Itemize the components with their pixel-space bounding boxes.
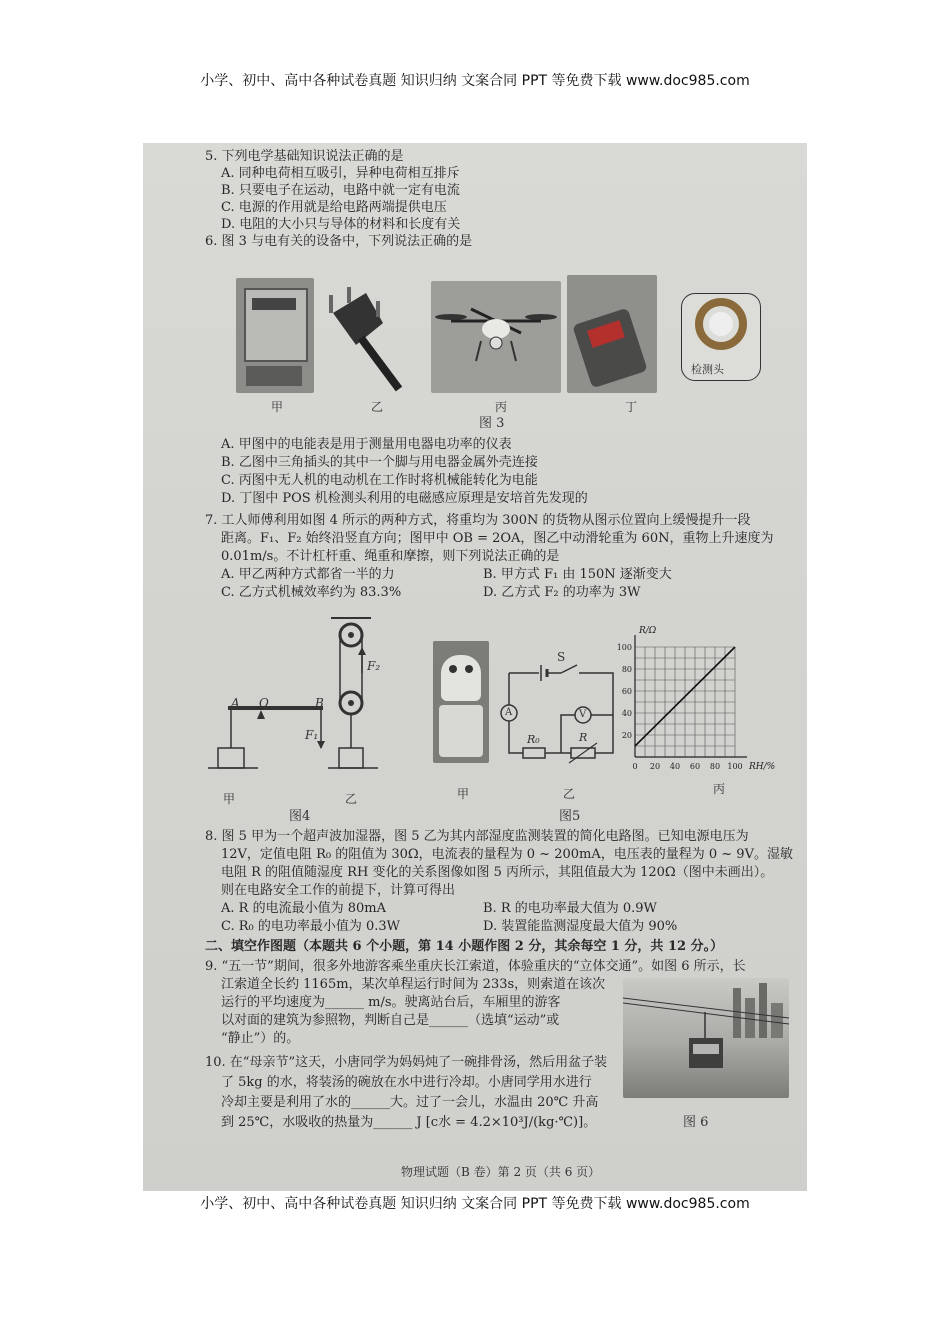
q5-stem: 5. 下列电学基础知识说法正确的是 [205, 149, 404, 164]
q8-line2: 12V，定值电阻 R₀ 的阻值为 30Ω，电流表的量程为 0 ~ 200mA，电压表的量程为 0 ~ 9V。湿敏 [221, 847, 793, 862]
fig4-point-o: O [259, 696, 269, 710]
fig6-caption: 图 6 [683, 1115, 709, 1130]
q10-line3: 冷却主要是利用了水的______大。过了一会儿，水温由 20℃ 升高 [221, 1095, 599, 1110]
q8-line1: 8. 图 5 甲为一个超声波加湿器，图 5 乙为其内部湿度监测装置的简化电路图。已知电源电压为 [205, 829, 749, 844]
q10-line2: 了 5kg 的水，将装汤的碗放在水中进行冷却。小唐同学用水进行 [221, 1075, 592, 1090]
fig3-label-yi: 乙 [371, 400, 384, 414]
humidifier-image [433, 641, 489, 763]
fig4-label-yi: 乙 [345, 792, 358, 806]
fig5-label-bing: 丙 [713, 782, 726, 796]
q9-line5: “静止”）的。 [221, 1031, 300, 1046]
pos-machine-image [567, 275, 657, 393]
x-tick-label: 100 [727, 762, 743, 771]
q9-line3: 运行的平均速度为______ m/s。驶离站台后，车厢里的游客 [221, 995, 561, 1010]
q5-option-d: D. 电阻的大小只与导体的材料和长度有关 [221, 217, 461, 232]
q6-option-d: D. 丁图中 POS 机检测头利用的电磁感应原理是安培首先发现的 [221, 491, 588, 506]
q7-line1: 7. 工人师傅利用如图 4 所示的两种方式，将重均为 300N 的货物从图示位置向上缓慢提升一段 [205, 513, 751, 528]
x-tick-label: 0 [632, 762, 638, 771]
fig3-label-bing: 丙 [495, 400, 508, 414]
q9-line2: 江索道全长约 1165m，某次单程运行时间为 233s，则索道在该次 [221, 977, 606, 992]
fig5-label-yi: 乙 [563, 787, 576, 801]
q6-stem: 6. 图 3 与电有关的设备中，下列说法正确的是 [205, 234, 473, 249]
q8-option-c: C. R₀ 的电功率最小值为 0.3W [221, 919, 401, 934]
q7-option-c: C. 乙方式机械效率约为 83.3% [221, 585, 402, 600]
q10-line4: 到 25℃，水吸收的热量为______ J [c水 = 4.2×10³J/(kg·℃)]。 [221, 1115, 597, 1130]
fig3-label-jia: 甲 [271, 400, 284, 414]
q8-line3: 电阻 R 的阻值随湿度 RH 变化的关系图像如图 5 丙所示，其阻值最大为 120Ω（图中未画出）。 [221, 865, 774, 880]
q6-option-a: A. 甲图中的电能表是用于测量用电器电功率的仪表 [221, 437, 512, 452]
q7-option-b: B. 甲方式 F₁ 由 150N 逐渐变大 [483, 567, 672, 582]
drone-image [431, 281, 561, 393]
fig5-r0: R₀ [527, 733, 540, 746]
fig5-ammeter-a: A [505, 707, 513, 718]
x-tick-label: 80 [709, 762, 721, 771]
q5-option-b: B. 只要电子在运动，电路中就一定有电流 [221, 183, 460, 198]
q9-line1: 9. “五一节”期间，很多外地游客乘坐重庆长江索道，体验重庆的“立体交通”。如图 6 所示，长 [205, 959, 746, 974]
x-tick-label: 60 [689, 762, 701, 771]
q7-option-a: A. 甲乙两种方式都省一半的力 [221, 567, 395, 582]
x-axis-label: RH/% [749, 762, 776, 772]
detector-head-label: 检测头 [691, 363, 724, 376]
three-pin-plug-image [321, 283, 401, 391]
q7-line2: 距离。F₁、F₂ 始终沿竖直方向；图甲中 OB = 2OA，图乙中动滑轮重为 60N，重物上升速度为 [221, 531, 774, 546]
fig4-caption: 图4 [289, 809, 311, 824]
fig5-label-jia: 甲 [457, 787, 470, 801]
fig4-diagram [203, 613, 383, 783]
fig4-label-jia: 甲 [223, 792, 236, 806]
y-tick-label: 20 [621, 731, 632, 740]
q9-line4: 以对面的建筑为参照物，判断自己是______（选填“运动”或 [221, 1013, 560, 1028]
q6-option-b: B. 乙图中三角插头的其中一个脚与用电器金属外壳连接 [221, 455, 538, 470]
y-axis-label: R/Ω [639, 626, 657, 636]
y-tick-label: 100 [616, 643, 632, 652]
y-tick-label: 60 [621, 687, 632, 696]
cable-car-image [623, 978, 789, 1098]
fig3-caption: 图 3 [479, 416, 505, 431]
q10-line1: 10. 在“母亲节”这天，小唐同学为妈妈炖了一碗排骨汤，然后用盆子装 [205, 1055, 608, 1070]
q8-option-a: A. R 的电流最小值为 80mA [221, 901, 386, 916]
q8-line4: 则在电路安全工作的前提下，计算可得出 [221, 883, 456, 898]
fig4-force-f1: F₁ [305, 728, 319, 742]
q7-line3: 0.01m/s。不计杠杆重、绳重和摩擦，则下列说法正确的是 [221, 549, 560, 564]
fig5-r: R [579, 731, 588, 744]
electric-meter-image [236, 278, 314, 393]
x-tick-label: 20 [649, 762, 661, 771]
section-2-heading: 二、填空作图题（本题共 6 个小题，第 14 小题作图 2 分，其余每空 1 分，共 12 分。） [205, 939, 724, 954]
fig5-switch-s: S [557, 650, 566, 664]
fig4-point-b: B [315, 696, 324, 710]
fig4-force-f2: F₂ [367, 659, 381, 673]
q5-option-c: C. 电源的作用就是给电路两端提供电压 [221, 200, 447, 215]
exam-page-photo [143, 143, 807, 1191]
q8-option-d: D. 装置能监测湿度最大值为 90% [483, 919, 678, 934]
q5-option-a: A. 同种电荷相互吸引，异种电荷相互排斥 [221, 166, 460, 181]
fig5-rh-chart [613, 617, 776, 787]
fig5-voltmeter-v: V [579, 709, 587, 720]
y-tick-label: 40 [621, 709, 632, 718]
q6-option-c: C. 丙图中无人机的电动机在工作时将机械能转化为电能 [221, 473, 538, 488]
fig4-point-a: A [231, 696, 240, 710]
y-tick-label: 80 [621, 665, 632, 674]
header-banner: 小学、初中、高中各种试卷真题 知识归纳 文案合同 PPT 等免费下载 www.doc985.com [200, 73, 750, 89]
page-footer: 物理试题（B 卷）第 2 页（共 6 页） [401, 1165, 601, 1179]
fig3-label-ding: 丁 [625, 400, 638, 414]
x-tick-label: 40 [669, 762, 681, 771]
fig5-caption: 图5 [559, 809, 581, 824]
footer-banner: 小学、初中、高中各种试卷真题 知识归纳 文案合同 PPT 等免费下载 www.doc985.com [200, 1196, 750, 1212]
q8-option-b: B. R 的电功率最大值为 0.9W [483, 901, 657, 916]
q7-option-d: D. 乙方式 F₂ 的功率为 3W [483, 585, 641, 600]
